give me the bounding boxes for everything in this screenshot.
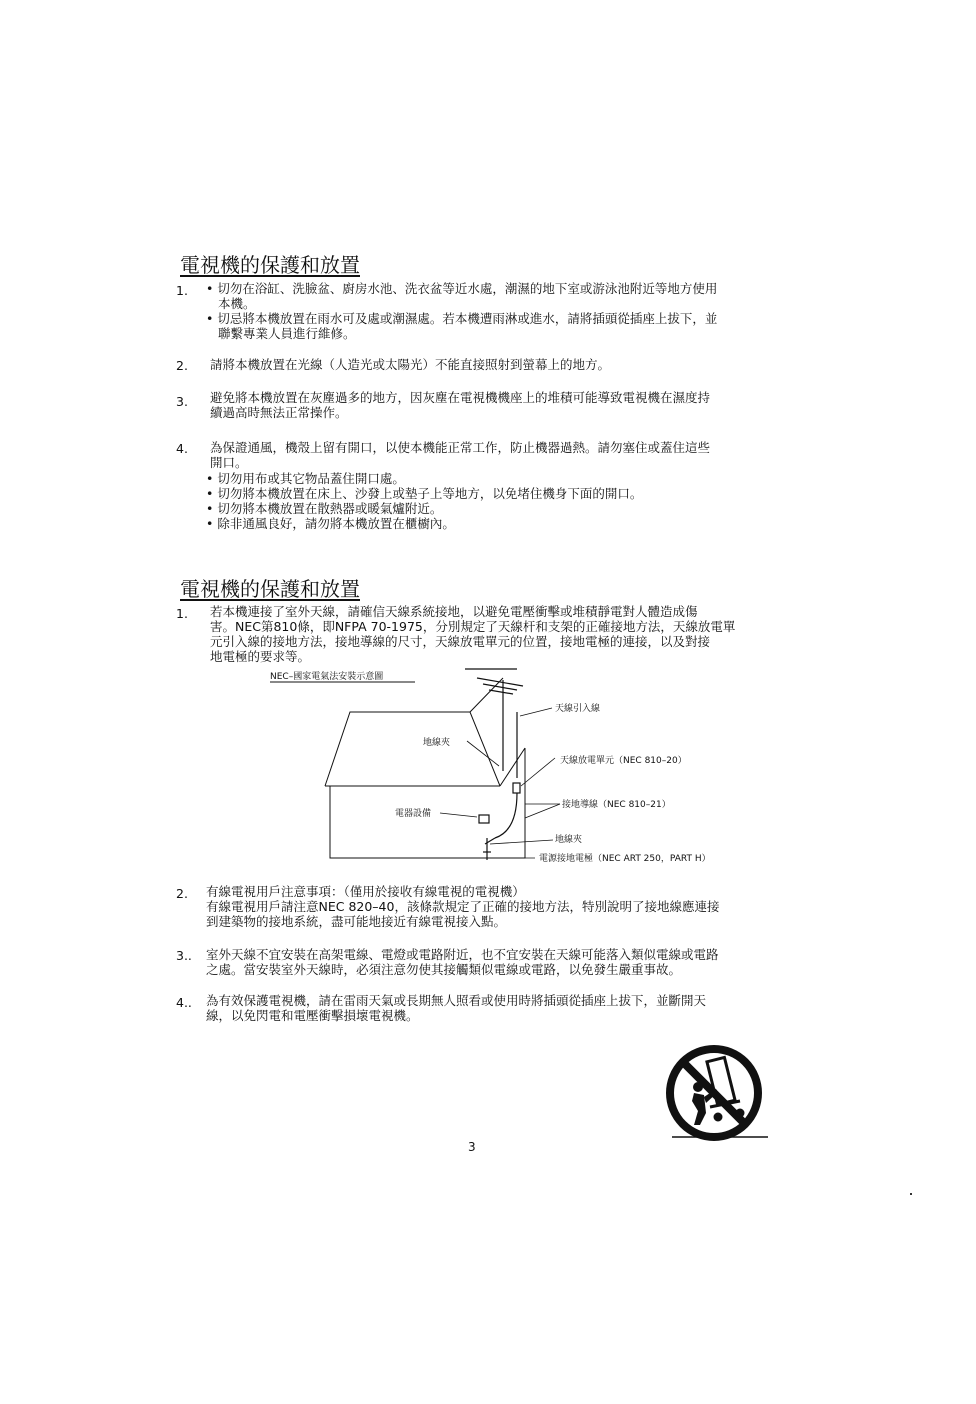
item-number: 3. bbox=[176, 394, 188, 409]
section1-title: 電視機的保護和放置 bbox=[180, 253, 360, 277]
text-line: 有線電視用戶請注意NEC 820–40，該條款規定了正確的接地方法，特別說明了接地線應連接 bbox=[206, 899, 720, 914]
label-discharge-unit: 天線放電單元（NEC 810–20） bbox=[560, 756, 687, 766]
house-outline bbox=[325, 678, 525, 858]
item-number: 3.. bbox=[176, 948, 192, 963]
text-line: 地電極的要求等。 bbox=[210, 649, 311, 664]
paragraph bbox=[206, 884, 786, 929]
text-line: 之處。當安裝室外天線時，必須注意勿使其接觸類似電線或電路，以免發生嚴重事故。 bbox=[206, 962, 682, 977]
paragraph bbox=[210, 604, 790, 664]
text-line: 避免將本機放置在灰塵過多的地方，因灰塵在電視機機座上的堆積可能導致電視機在濕度持 bbox=[210, 390, 711, 405]
label-electrode: 電源接地電極（NEC ART 250，PART H） bbox=[539, 854, 711, 864]
scan-speck bbox=[910, 1193, 912, 1195]
item-number: 4. bbox=[176, 441, 188, 456]
item-number: 4.. bbox=[176, 995, 192, 1010]
text-line: • 切忌將本機放置在雨水可及處或潮濕處。若本機遭雨淋或進水，請將插頭從插座上拔下，並 bbox=[206, 311, 718, 326]
text-line: 聯繫專業人員進行維修。 bbox=[218, 326, 356, 341]
text-line: 害。NEC第810條，即NFPA 70-1975，分別規定了天線杆和支架的正確接地方法，天線放電單 bbox=[210, 619, 736, 634]
paragraph bbox=[210, 390, 790, 420]
diagram-title: NEC–國家電氣法安裝示意圖 bbox=[270, 672, 384, 682]
text-line: 有線電視用戶注意事項：（僅用於接收有線電視的電視機） bbox=[206, 884, 525, 899]
list-item: • 切勿將本機放置在床上、沙發上或墊子上等地方，以免堵住機身下面的開口。 bbox=[206, 486, 643, 501]
text-line: 若本機連接了室外天線，請確信天線系統接地，以避免電壓衝擊或堆積靜電對人體造成傷 bbox=[210, 604, 698, 619]
section2-title: 電視機的保護和放置 bbox=[180, 577, 360, 601]
item-number: 1. bbox=[176, 283, 188, 298]
item-number: 2. bbox=[176, 358, 188, 373]
text-line: 為有效保護電視機，請在雷雨天氣或長期無人照看或使用時將插頭從插座上拔下，並斷開天 bbox=[206, 993, 707, 1008]
text-line: 續過高時無法正常操作。 bbox=[210, 405, 348, 420]
text-line: 室外天線不宜安裝在高架電線、電燈或電路附近，也不宜安裝在天線可能落入類似電線或電路 bbox=[206, 947, 719, 962]
text-line: • 切勿在浴缸、洗臉盆、廚房水池、洗衣盆等近水處，潮濕的地下室或游泳池附近等地方使用 bbox=[206, 281, 718, 296]
nec-grounding-diagram bbox=[255, 668, 735, 868]
list-item: • 切勿用布或其它物品蓋住開口處。 bbox=[206, 471, 405, 486]
item-number: 2. bbox=[176, 886, 188, 901]
label-grounding-conductor: 接地導線（NEC 810–21） bbox=[562, 800, 671, 810]
paragraph bbox=[210, 440, 790, 470]
item-number: 1. bbox=[176, 606, 188, 621]
list-item: • 除非通風良好，請勿將本機放置在櫃櫥內。 bbox=[206, 516, 455, 531]
list-item: • 切勿將本機放置在散熱器或暖氣爐附近。 bbox=[206, 501, 443, 516]
cart-tip-over-warning-icon bbox=[658, 1045, 770, 1145]
paragraph: 請將本機放置在光線（人造光或太陽光）不能直接照射到螢幕上的地方。 bbox=[210, 357, 611, 372]
text-line: 線，以免閃電和電壓衝擊損壞電視機。 bbox=[206, 1008, 419, 1023]
label-clamp-bottom: 地線夾 bbox=[555, 835, 583, 845]
text-line: 元引入線的接地方法，接地導線的尺寸，天線放電單元的位置，接地電極的連接，以及對接 bbox=[210, 634, 711, 649]
label-clamp-top: 地線夾 bbox=[423, 738, 451, 748]
bullet-list bbox=[206, 471, 786, 531]
text-line: 本機。 bbox=[218, 296, 256, 311]
page-number: 3 bbox=[468, 1140, 476, 1154]
paragraph bbox=[206, 947, 786, 977]
label-service-equipment: 電器設備 bbox=[395, 809, 432, 819]
bullet-text bbox=[206, 281, 786, 341]
text-line: 為保證通風，機殼上留有開口，以使本機能正常工作，防止機器過熱。請勿塞住或蓋住這些 bbox=[210, 440, 711, 455]
text-line: 開口。 bbox=[210, 455, 248, 470]
text-line: 到建築物的接地系統，盡可能地接近有線電視接入點。 bbox=[206, 914, 507, 929]
label-lead-in: 天線引入線 bbox=[555, 704, 601, 714]
paragraph bbox=[206, 993, 786, 1023]
